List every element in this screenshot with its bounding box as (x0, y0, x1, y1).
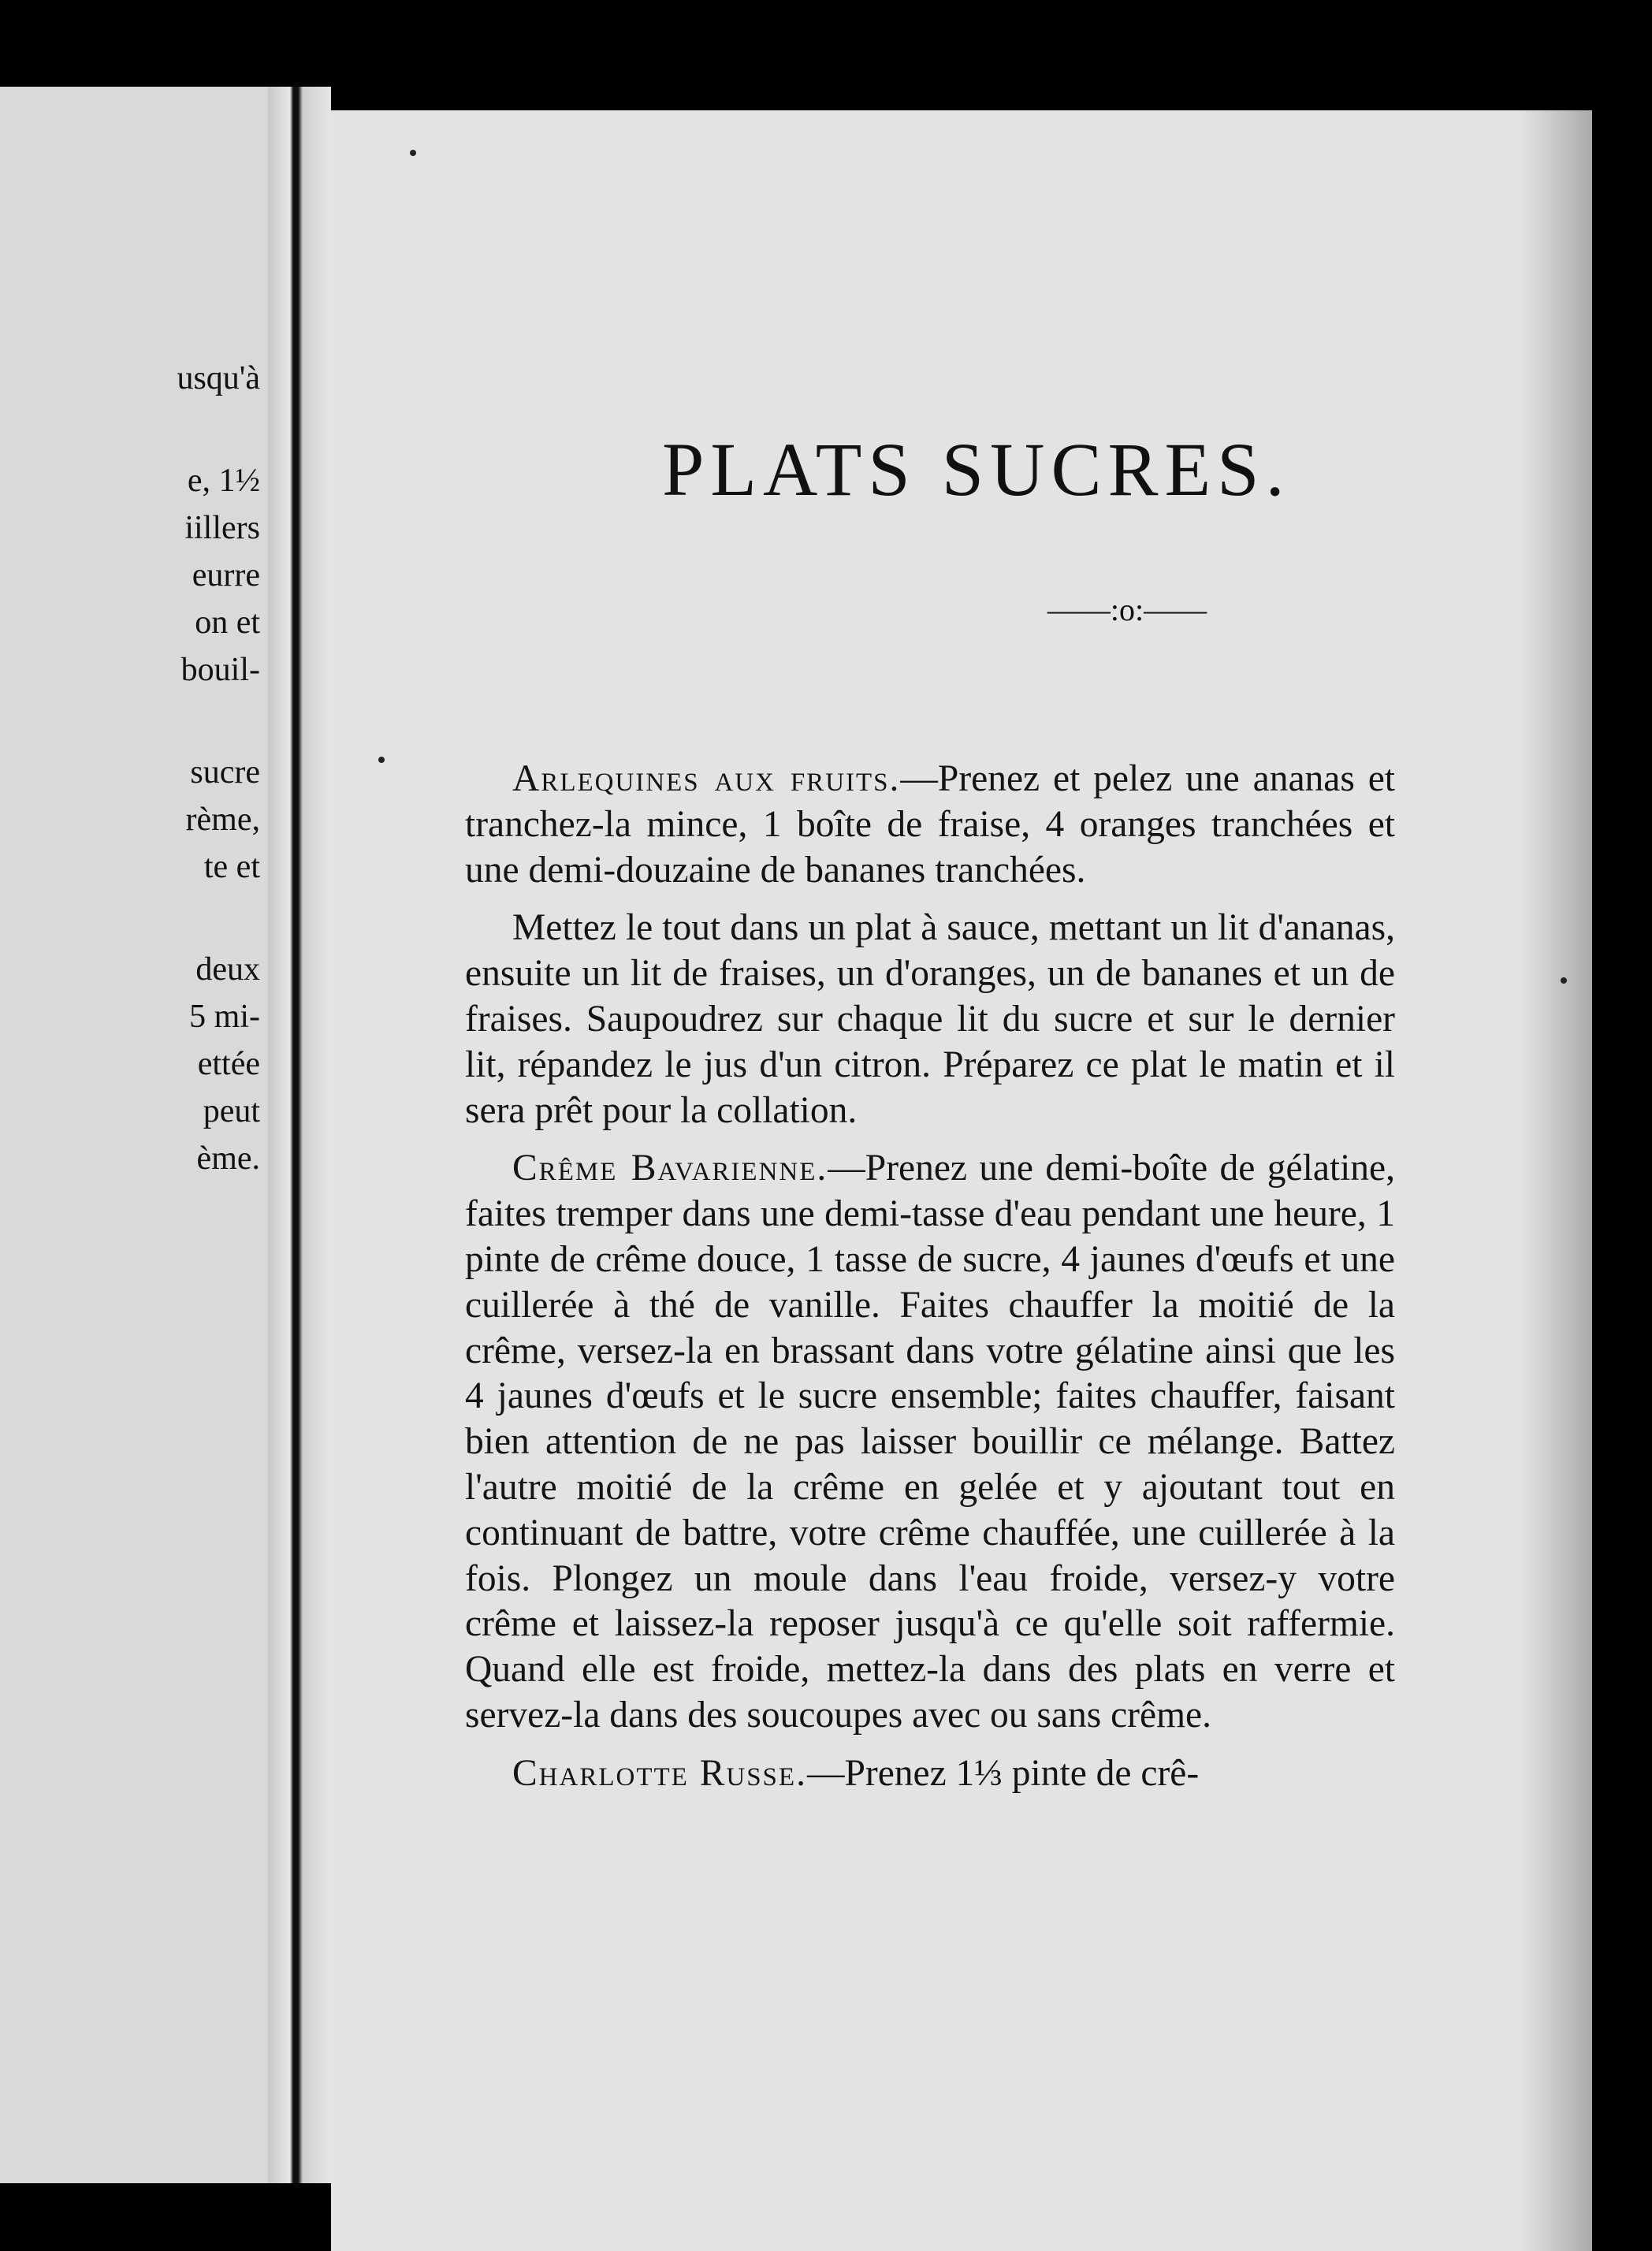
ornamental-divider: ——:o:—— (1047, 592, 1207, 627)
recipe-paragraph (465, 1146, 1395, 1738)
recipe-heading: Crême Bavarienne. (512, 1148, 828, 1189)
recipe-paragraph (465, 757, 1395, 893)
dust-speck (378, 757, 385, 763)
previous-page-fragment (0, 87, 268, 2183)
left-line: deux (195, 951, 260, 988)
left-line: usqu'à (177, 360, 260, 396)
left-line: on et (195, 605, 260, 641)
left-line: te et (203, 849, 260, 885)
left-line: 5 mi- (189, 999, 260, 1035)
left-line: iillers (184, 510, 260, 546)
left-line: rème, (185, 802, 260, 838)
dust-speck (1561, 977, 1567, 984)
book-gutter (268, 87, 331, 2183)
recipe-heading: Charlotte Russe. (512, 1752, 807, 1794)
left-line: eurre (192, 557, 260, 593)
recipe-heading: Arlequines aux fruits. (512, 758, 901, 799)
page-title: PLATS SUCRES. (662, 427, 1291, 512)
left-line: e, 1½ (187, 463, 260, 499)
recipe-body: —Prenez 1⅓ pinte de crê- (806, 1752, 1200, 1794)
left-line: ettée (197, 1046, 260, 1082)
book-page (331, 110, 1592, 2251)
recipe-paragraph (465, 906, 1395, 1133)
left-line: bouil- (180, 652, 260, 688)
recipe-text (465, 757, 1395, 1810)
recipe-body: Mettez le tout dans un plat à sauce, mettant un lit d'ananas, ensuite un lit de fraises, un d'oranges, un de bananes et un de fraises. Saupoudrez sur chaque lit du sucre et sur le dernier lit, répandez le jus d'un citron. Préparez ce plat le matin et il sera prêt pour la collation. (465, 907, 1395, 1131)
left-line: ème. (196, 1140, 260, 1177)
left-line: peut (203, 1093, 260, 1129)
recipe-body: —Prenez une demi-boîte de gélatine, faites tremper dans une demi-tasse d'eau pendant une heure, 1 pinte de crême douce, 1 tasse de sucre, 4 jaunes d'œufs et une cuillerée à thé de vanille. Faites chauffer la moitié de la crême, versez-la en brassant dans votre gélatine ainsi que les 4 jaunes d'œufs et le sucre ensemble; faites chauffer, faisant bien attention de ne pas laisser bouillir ce mélange. Battez l'autre moitié de la crême en gelée et y ajoutant tout en continuant de battre, votre crême chauffée, une cuillerée à la fois. Plongez un moule dans l'eau froide, versez-y votre crême et laissez-la reposer jusqu'à ce qu'elle soit raffermie. Quand elle est froide, mettez-la dans des plats en verre et servez-la dans des soucoupes avec ou sans crême. (465, 1148, 1396, 1736)
recipe-paragraph (465, 1751, 1395, 1797)
recipe-body: —Prenez et pelez une ananas et tranchez-la mince, 1 boîte de fraise, 4 oranges tranchées et une demi-douzaine de bananes tranchées. (465, 758, 1395, 891)
dust-speck (410, 150, 416, 156)
left-line: sucre (190, 754, 260, 791)
